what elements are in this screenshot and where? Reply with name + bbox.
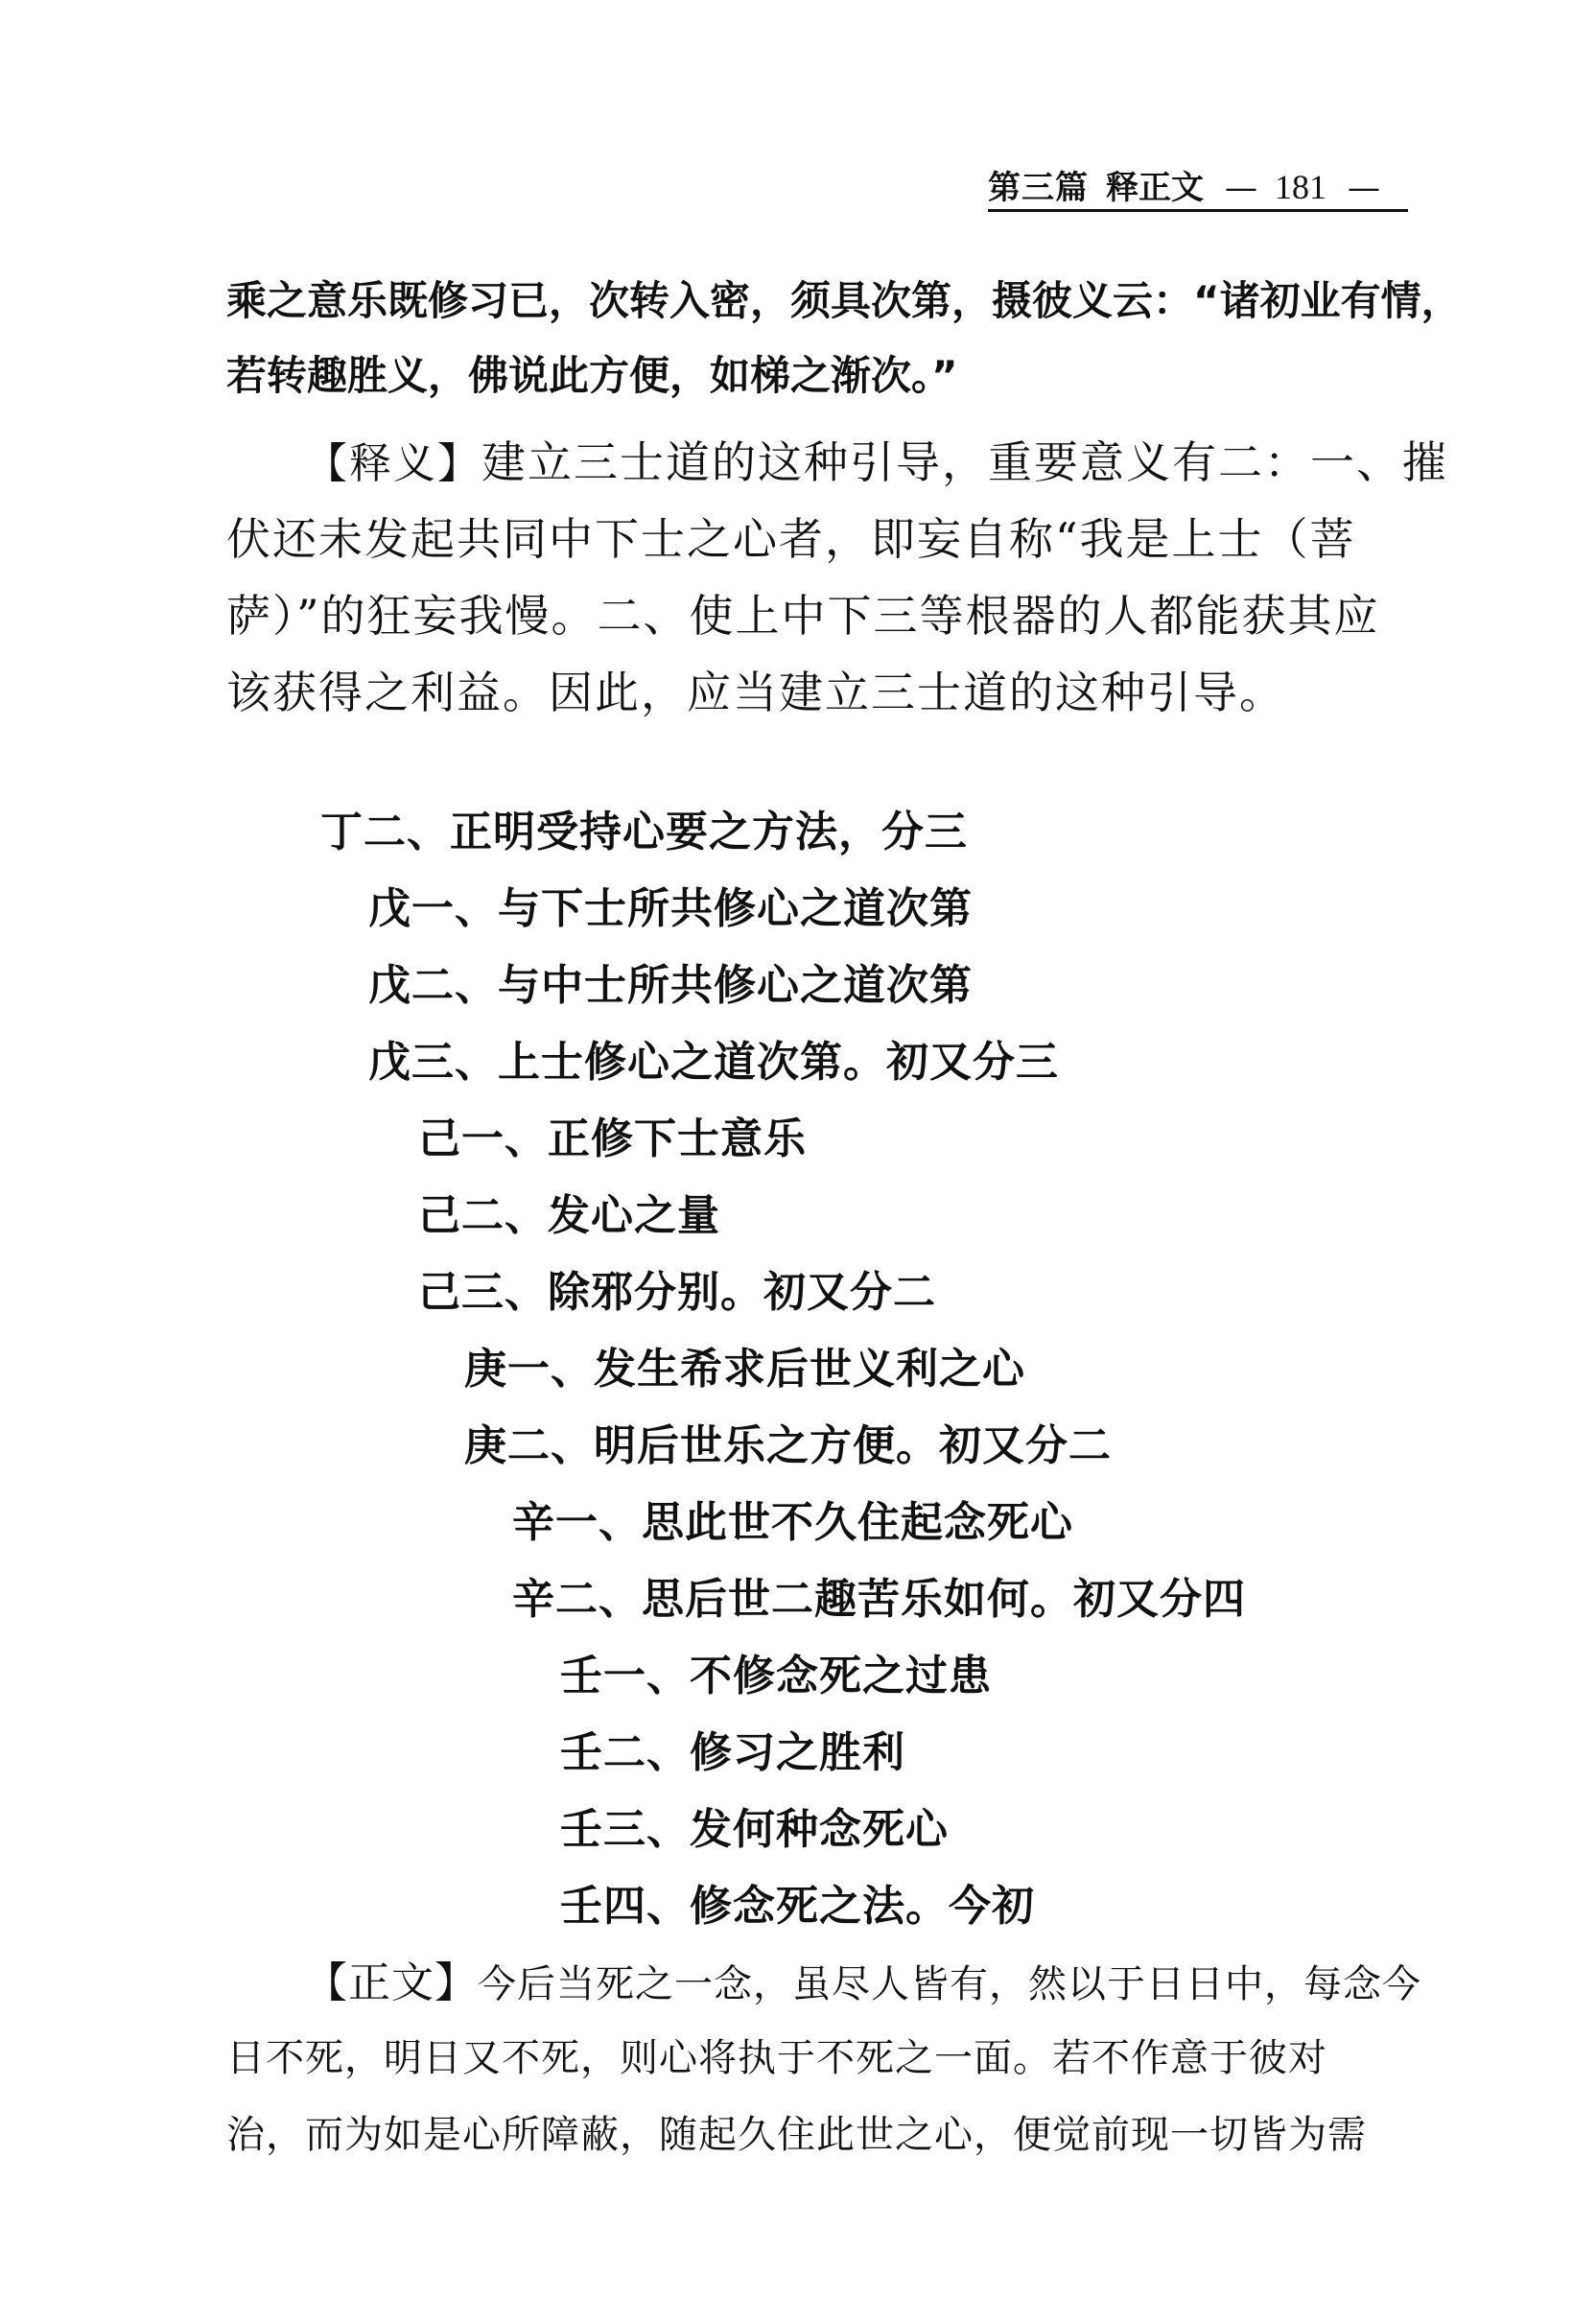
- outline-item: 辛一、思此世不久住起念死心: [512, 1498, 1073, 1547]
- explanation-line-3: 萨）”的狂妄我慢。二、使上中下三等根器的人都能获其应: [226, 590, 1380, 642]
- explanation-line-1-text: 建立三士道的这种引导，重要意义有二：一、摧: [481, 436, 1448, 488]
- outline-item: 己二、发心之量: [418, 1191, 720, 1240]
- header-dash-right: —: [1348, 169, 1380, 207]
- header-dash-left: —: [1225, 169, 1257, 207]
- outline-item: 己三、除邪分别。初又分二: [418, 1268, 936, 1317]
- outline-item: 壬二、修习之胜利: [560, 1728, 905, 1777]
- outline-item: 戊一、与下士所共修心之道次第: [368, 884, 973, 933]
- outline-item: 辛二、思后世二趣苦乐如何。初又分四: [512, 1575, 1246, 1624]
- explanation-line-2: 伏还未发起共同中下士之心者，即妄自称“我是上士（菩: [226, 513, 1356, 565]
- running-header: [988, 165, 1408, 212]
- outline-item: 壬四、修念死之法。今初: [560, 1882, 1035, 1931]
- outline-item: 庚二、明后世乐之方便。初又分二: [464, 1421, 1112, 1470]
- page-number: 181: [1275, 168, 1326, 206]
- explanation-tag: 【释义】: [305, 439, 481, 488]
- outline-item: 庚一、发生希求后世义利之心: [464, 1345, 1025, 1394]
- header-chapter: 释正文: [1106, 169, 1204, 207]
- header-section: 第三篇: [988, 169, 1089, 207]
- outline-item: 壬一、不修念死之过患: [560, 1652, 992, 1700]
- outline-item: 戊三、上士修心之道次第。初又分三: [368, 1038, 1059, 1087]
- main-text-line-1-text: 今后当死之一念，虽尽人皆有，然以于日日中，每念今: [478, 1962, 1421, 2006]
- outline-item: 丁二、正明受持心要之方法，分三: [320, 808, 968, 856]
- explanation-line-4: 该获得之利益。因此，应当建立三士道的这种引导。: [226, 667, 1285, 718]
- main-text-tag: 【正文】: [305, 1958, 478, 2007]
- outline-item: 己一、正修下士意乐: [418, 1114, 807, 1163]
- top-paragraph-line-2: 若转趣胜义，佛说此方便，如梯之渐次。”: [226, 352, 958, 399]
- top-paragraph-line-1: 乘之意乐既修习已，次转入密，须具次第，摄彼义云：“诸初业有情，: [226, 277, 1462, 324]
- explanation-line-1: [305, 434, 1448, 493]
- main-text-line-3: 治，而为如是心所障蔽，随起久住此世之心，便觉前现一切皆为需: [226, 2113, 1367, 2157]
- outline-item: 壬三、发何种念死心: [560, 1805, 949, 1854]
- outline-item: 戊二、与中士所共修心之道次第: [368, 961, 973, 1010]
- main-text-line-1: [305, 1955, 1421, 2013]
- main-text-line-2: 日不死，明日又不死，则心将执于不死之一面。若不作意于彼对: [226, 2036, 1327, 2080]
